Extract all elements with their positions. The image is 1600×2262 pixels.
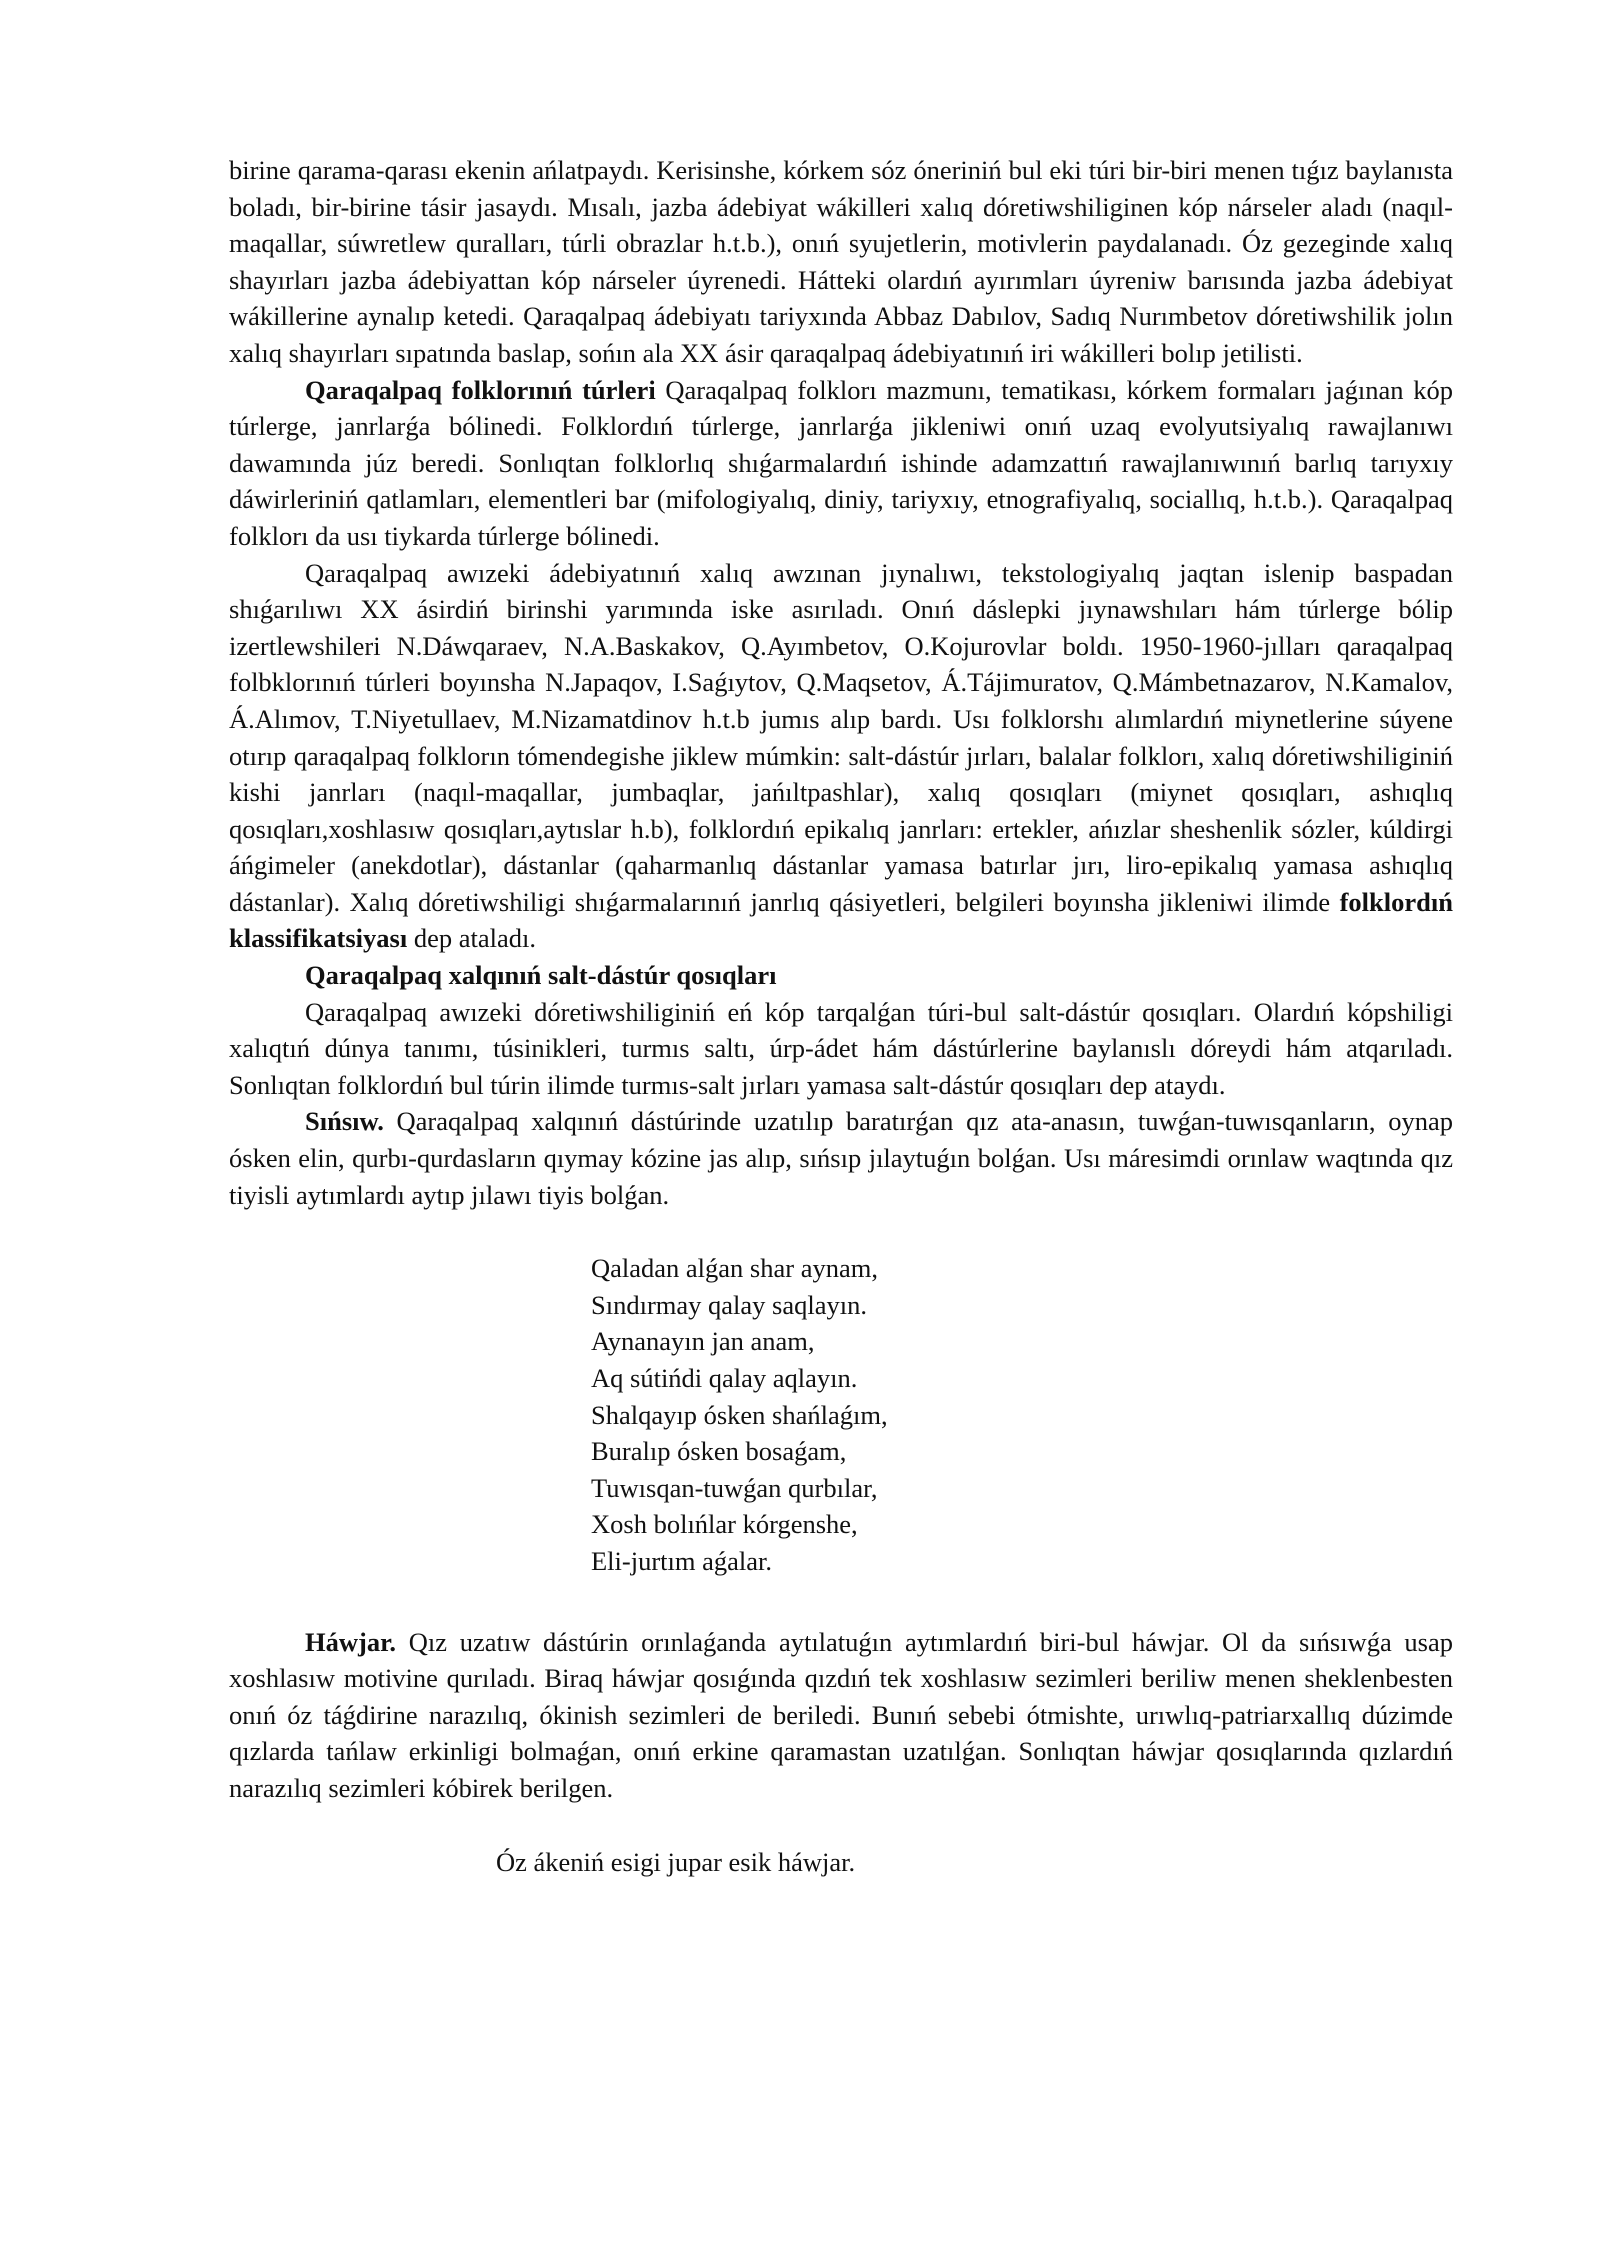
paragraph-hawjar <box>229 1624 1453 1807</box>
poem-block <box>591 1250 1453 1579</box>
poem-line: Xosh bolıńlar kórgenshe, <box>591 1509 858 1540</box>
paragraph-hawjar-text: Qız uzatıw dástúrin orınlaǵanda aytılatuǵın aytımlardıń biri-bul háwjar. Ol da sıńsıwǵa usap xoshlasıw motivine qurıladı. Biraq háwjar qosıǵında qızdıń tek xoshlasıw sezimleri beriliw menen sheklenbesten onıń óz táǵdirine narazılıq, ókinish sezimleri de beriledi. Bunıń sebebi ótmishte, urıwlıq-patriarxallıq dúzimde qızlarda tańlaw erkinligi bolmaǵan, onıń erkine qaramastan uzatılǵan. Sonlıqtan háwjar qosıqlarında qızlardıń narazılıq sezimleri kóbirek berilgen. <box>229 1626 1453 1803</box>
poem-line: Shalqayıp ósken shańlaǵım, <box>591 1399 888 1430</box>
paragraph-sinsiw <box>229 1103 1453 1213</box>
poem-line: Eli-jurtım aǵalar. <box>591 1545 773 1576</box>
section-title-folklore-types: Qaraqalpaq folklorınıń túrleri <box>305 374 656 405</box>
paragraph-intro: birine qarama-qarası ekenin ańlatpaydı. Kerisinshe, kórkem sóz óneriniń bul eki túri bir-biri menen tıǵız baylanısta boladı, bir-birine tásir jasaydı. Mısalı, jazba ádebiyat wákilleri xalıq dóretiwshiliginen kóp nárseler aladı (naqıl-maqallar, súwretlew quralları, túrli obrazlar h.t.b.), onıń syujetlerin, motivlerin paydalanadı. Óz gezeginde xalıq shayırları jazba ádebiyattan kóp nárseler úyrenedi. Hátteki olardıń ayırımları úyreniw barısında jazba ádebiyat wákillerine aynalıp ketedi. Qaraqalpaq ádebiyatı tariyxında Abbaz Dabılov, Sadıq Nurımbetov dóretiwshilik jolın xalıq shayırları sıpatında baslap, sońın ala XX ásir qaraqalpaq ádebiyatınıń iri wákilleri bolıp jetilisti. <box>229 155 1453 368</box>
paragraph-folklore-types <box>229 372 1453 555</box>
section-heading-salt-dastur: Qaraqalpaq xalqınıń salt-dástúr qosıqları <box>305 960 777 991</box>
poem-line: Qaladan alǵan shar aynam, <box>591 1253 878 1284</box>
term-sinsiw: Sıńsıw. <box>305 1106 384 1137</box>
term-classification: folklordıń klassifikatsiyası <box>229 886 1453 954</box>
paragraph-salt-dastur: Qaraqalpaq awızeki dóretiwshiliginiń eń kóp tarqalǵan túri-bul salt-dástúr qosıqları. Olardıń kópshiligi xalıqtıń dúnya tanımı, túsinikleri, turmıs saltı, úrp-ádet hám dástúrlerine baylanıslı dóreydi hám atqarıladı. Sonlıqtan folklordıń bul túrin ilimde turmıs-salt jırları yamasa salt-dástúr qosıqları dep ataydı. <box>229 996 1453 1100</box>
poem-line: Buralıp ósken bosaǵam, <box>591 1436 847 1467</box>
paragraph-folklore-types-text: Qaraqalpaq folklorı mazmunı, tematikası, kórkem formaları jaǵınan kóp túrlerge, janrlarǵa bólinedi. Folklordıń túrlerge, janrlarǵa jikleniwi onıń uzaq evolyutsiyalıq rawajlanıwı dawamında júz beredi. Sonlıqtan folklorlıq shıǵarmalardıń ishinde adamzattıń rawajlanıwınıń barlıq tarıyxıy dáwirleriniń qatlamları, elementleri bar (mifologiyalıq, diniy, tariyxıy, etnografiyalıq, sociallıq, h.t.b.). Qaraqalpaq folklorı da usı tiykarda túrlerge bólinedi. <box>229 374 1453 551</box>
poem-line: Tuwısqan-tuwǵan qurbılar, <box>591 1472 878 1503</box>
poem-line: Aynanayın jan anam, <box>591 1326 815 1357</box>
paragraph-classification-tail: dep ataladı. <box>407 923 536 954</box>
term-hawjar: Háwjar. <box>305 1626 397 1657</box>
poem-line: Sındırmay qalay saqlayın. <box>591 1289 867 1320</box>
poem-line: Aq sútińdi qalay aqlayın. <box>591 1363 858 1393</box>
paragraph-sinsiw-text: Qaraqalpaq xalqınıń dástúrinde uzatılıp baratırǵan qız ata-anasın, tuwǵan-tuwısqanların, oynap ósken elin, qurbı-qurdasların qıymay kózine jas alıp, sıńsıp jılaytuǵın bolǵan. Usı máresimdi orınlaw waqtında qız tiyisli aytımlardı aytıp jılawı tiyis bolǵan. <box>229 1106 1453 1210</box>
paragraph-classification <box>229 555 1453 958</box>
proverb-line: Óz ákeniń esigi jupar esik háwjar. <box>496 1846 856 1877</box>
paragraph-classification-text: Qaraqalpaq awızeki ádebiyatınıń xalıq awzınan jıynalıwı, tekstologiyalıq jaqtan islenip baspadan shıǵarılıwı XX ásirdiń birinshi yarımında iske asırıladı. Onıń dáslepki jıynawshıları hám túrlerge bólip izertlewshileri N.Dáwqaraev, N.A.Baskakov, Q.Ayımbetov, O.Kojurovlar boldı. 1950-1960-jılları qaraqalpaq folbklorınıń túrleri boyınsha N.Japaqov, I.Saǵıytov, Q.Maqsetov, Á.Tájimuratov, Q.Mámbetnazarov, N.Kamalov, Á.Alımov, T.Niyetullaev, M.Nizamatdinov h.t.b jumıs alıp bardı. Usı folklorshı alımlardıń miynetlerine súyene otırıp qaraqalpaq folklorın tómendegishe jiklew múmkin: salt-dástúr jırları, balalar folklorı, xalıq dóretiwshiliginiń kishi janrları (naqıl-maqallar, jumbaqlar, jańıltpashlar), xalıq qosıqları (miynet qosıqları, ashıqlıq qosıqları,xoshlasıw qosıqları,aytıslar h.b), folklordıń epikalıq janrları: ertekler, ańızlar sheshenlik sózler, kúldirgi áńgimeler (anekdotlar), dástanlar (qaharmanlıq dástanlar yamasa batırlar jırı, liro-epikalıq yamasa ashıqlıq dástanlar). Xalıq dóretiwshiligi shıǵarmalarınıń janrlıq qásiyetleri, belgileri boyınsha jikleniwi ilimde <box>229 557 1453 917</box>
